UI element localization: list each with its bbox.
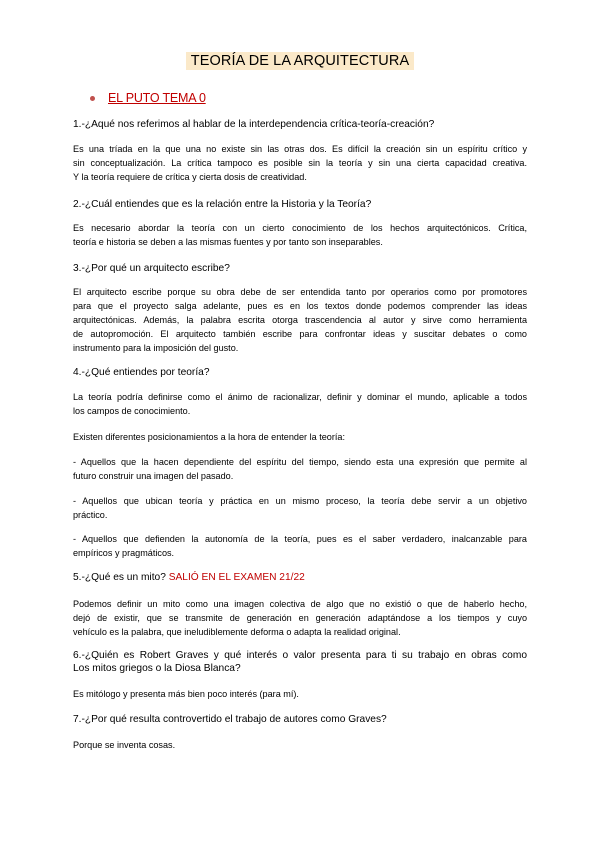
bullet-dot-icon [90, 96, 95, 101]
answer-line: Existen diferentes posicionamientos a la hora de entender la teoría: [73, 432, 345, 442]
answer-4-position-1 [73, 455, 527, 483]
question-1: 1.-¿Aqué nos referimos al hablar de la interdependencia crítica-teoría-creación? [73, 119, 435, 130]
question-4: 4.-¿Qué entiendes por teoría? [73, 367, 210, 378]
question-3: 3.-¿Por qué un arquitecto escribe? [73, 263, 230, 274]
answer-6 [73, 687, 527, 701]
answer-line: de autopromoción. El arquitecto también escribe para confrontar ideas y suscitar debates o como [73, 329, 527, 339]
answer-line: - Aquellos que ubican teoría y práctica en un mismo proceso, la teoría debe servir a un objetivo [73, 496, 527, 506]
answer-4-position-2 [73, 494, 527, 522]
question-7: 7.-¿Por qué resulta controvertido el trabajo de autores como Graves? [73, 714, 387, 725]
answer-line: Y la teoría requiere de crítica y cierta dosis de creatividad. [73, 172, 307, 182]
answer-line: práctico. [73, 510, 108, 520]
question-5 [73, 571, 305, 585]
answer-line: Es mitólogo y presenta más bien poco interés (para mí). [73, 689, 299, 699]
answer-1 [73, 142, 527, 184]
answer-4-definition [73, 390, 527, 418]
question-5-text: 5.-¿Qué es un mito? [73, 572, 166, 583]
answer-3 [73, 285, 527, 355]
question-line: Los mitos griegos o la Diosa Blanca? [73, 663, 241, 674]
answer-line: Es una tríada en la que una no existe sin las otras dos. Es difícil la creación sin un espíritu crítico y [73, 144, 527, 154]
answer-line: los campos de conocimiento. [73, 406, 191, 416]
question-6 [73, 649, 527, 675]
answer-line: dejó de existir, que se transmite de generación en generación adaptándose a los tiempos y cuyo [73, 613, 527, 623]
answer-line: empíricos y pragmáticos. [73, 548, 175, 558]
answer-line: Es necesario abordar la teoría con un cierto conocimiento de los hechos arquitectónicos. Crítica, [73, 223, 527, 233]
answer-7 [73, 738, 527, 752]
answer-line: teoría e historia se deben a las mismas fuentes y por tanto son inseparables. [73, 237, 383, 247]
answer-line: futuro construir una imagen del pasado. [73, 471, 234, 481]
question-line: 6.-¿Quién es Robert Graves y qué interés o valor presenta para ti su trabajo en obras como [73, 650, 527, 661]
answer-line: Podemos definir un mito como una imagen colectiva de algo que no existió o que de haberlo hecho, [73, 599, 527, 609]
answer-line: sin conceptualización. La crítica tampoco es posible sin la teoría y sin una cierta capacidad creativa. [73, 158, 527, 168]
question-2: 2.-¿Cuál entiendes que es la relación entre la Historia y la Teoría? [73, 199, 372, 210]
answer-line: El arquitecto escribe porque su obra debe de ser entendida tanto por operarios como por promotores [73, 287, 527, 297]
answer-line: Porque se inventa cosas. [73, 740, 176, 750]
answer-4-position-3 [73, 532, 527, 560]
bullet-item [90, 89, 206, 107]
page-title: TEORÍA DE LA ARQUITECTURA [186, 52, 414, 70]
answer-line: - Aquellos que la hacen dependiente del espíritu del tiempo, siendo esta una expresión que permite al [73, 457, 527, 467]
answer-5 [73, 597, 527, 639]
answer-line: - Aquellos que defienden la autonomía de la teoría, pues es el saber verdadero, inalcanzable para [73, 534, 527, 544]
exam-note: SALIÓ EN EL EXAMEN 21/22 [168, 572, 305, 583]
answer-line: para que el proyecto salga adelante, pues es en los textos donde podemos comprender las ideas [73, 301, 527, 311]
answer-line: vehículo es la palabra, que ineludiblemente deforma o adapta la realidad original. [73, 627, 401, 637]
answer-line: arquitectónicas. Además, la palabra escrita otorga trascendencia al autor y sirve como herramienta [73, 315, 527, 325]
answer-2 [73, 221, 527, 249]
topic-heading: EL PUTO TEMA 0 [108, 91, 206, 105]
answer-line: instrumento para la imposición del gusto. [73, 343, 239, 353]
answer-line: La teoría podría definirse como el ánimo de racionalizar, definir y dominar el mundo, aplicable a todos [73, 392, 527, 402]
answer-4-intro [73, 430, 527, 444]
